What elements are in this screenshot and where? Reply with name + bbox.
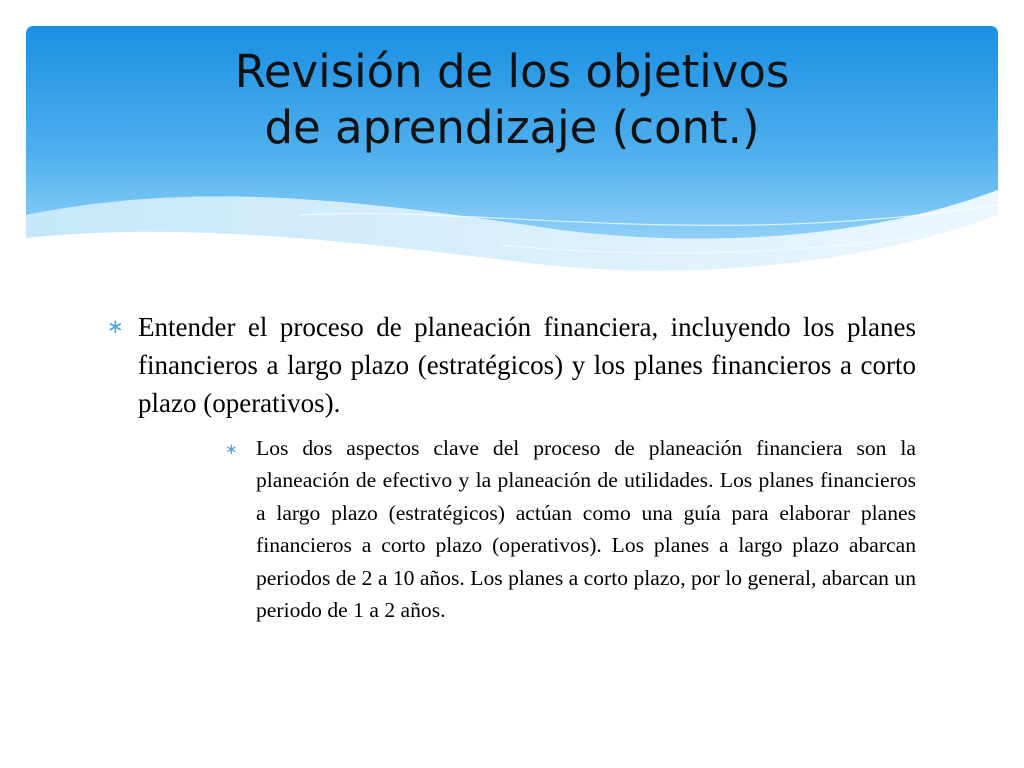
- bullet-level-2: Los dos aspectos clave del proceso de planeación financiera son la planeación de efectivo y la planeación de utilidades. Los planes financieros a largo plazo (estratégicos) actúan como una guía para elaborar planes financieros a corto plazo (operativos). Los planes a largo plazo abarcan periodos de 2 a 10 años. Los planes a corto plazo, por lo general, abarcan un periodo de 1 a 2 años.: [256, 436, 916, 623]
- title-line-1: Revisión de los objetivos: [234, 45, 790, 98]
- title-line-2: de aprendizaje (cont.): [264, 101, 760, 154]
- bullet-level-1: Entender el proceso de planeación financiera, incluyendo los planes financieros a largo plazo (estratégicos) y los planes financieros a corto plazo (operativos).: [138, 312, 916, 418]
- sub-bullet-star-icon: ∗: [225, 440, 238, 458]
- bullet-star-icon: ∗: [107, 314, 124, 338]
